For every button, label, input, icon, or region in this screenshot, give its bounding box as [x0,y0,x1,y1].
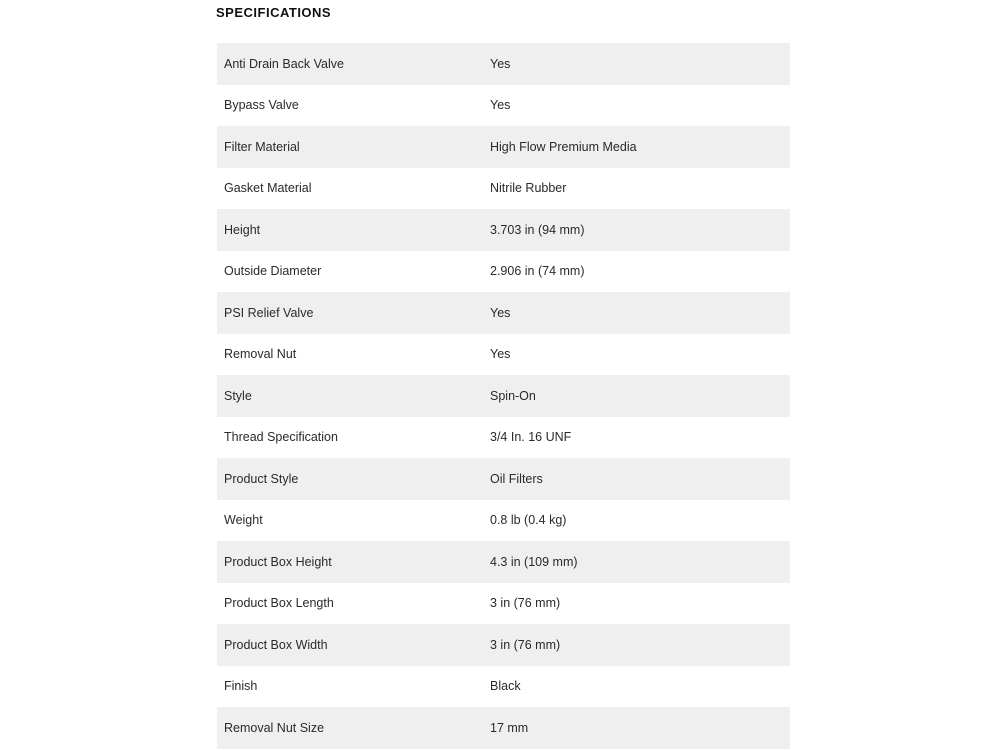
spec-row-product-box-length [217,583,790,625]
spec-row-removal-nut-size [217,707,790,749]
spec-value: 3 in (76 mm) [490,637,561,652]
spec-row-thread-specification [217,417,790,459]
spec-value: High Flow Premium Media [490,139,637,154]
spec-value: Yes [490,305,511,320]
spec-row-height [217,209,790,251]
spec-label: PSI Relief Valve [224,305,314,320]
spec-value: Black [490,679,521,694]
spec-label: Weight [224,513,263,528]
spec-label: Product Style [224,471,299,486]
specifications-heading: SPECIFICATIONS [216,5,332,20]
spec-row-anti-drain-back-valve [217,43,790,85]
spec-label: Product Box Length [224,596,334,611]
spec-label: Thread Specification [224,430,338,445]
spec-row-outside-diameter [217,251,790,293]
spec-label: Height [224,222,261,237]
spec-row-psi-relief-valve [217,292,790,334]
spec-row-product-style [217,458,790,500]
spec-label: Anti Drain Back Valve [224,56,344,71]
spec-value: 3/4 In. 16 UNF [490,430,572,445]
spec-label: Removal Nut [224,347,297,362]
spec-value: Yes [490,347,511,362]
spec-value: 3.703 in (94 mm) [490,222,585,237]
spec-value: 2.906 in (74 mm) [490,264,585,279]
spec-row-weight [217,500,790,542]
spec-label: Finish [224,679,258,694]
spec-value: 17 mm [490,720,529,735]
spec-row-gasket-material [217,168,790,210]
spec-label: Filter Material [224,139,300,154]
spec-label: Gasket Material [224,181,312,196]
spec-value: Yes [490,56,511,71]
spec-row-removal-nut [217,334,790,376]
spec-label: Outside Diameter [224,264,322,279]
spec-row-style [217,375,790,417]
spec-label: Product Box Width [224,637,328,652]
specifications-table-body [217,43,790,749]
spec-value: Nitrile Rubber [490,181,567,196]
spec-label: Removal Nut Size [224,720,325,735]
spec-value: 0.8 lb (0.4 kg) [490,513,567,528]
spec-label: Style [224,388,252,403]
spec-value: Yes [490,98,511,113]
spec-row-product-box-height [217,541,790,583]
specifications-table [217,43,790,749]
spec-row-product-box-width [217,624,790,666]
spec-row-filter-material [217,126,790,168]
spec-label: Bypass Valve [224,98,299,113]
spec-value: Spin-On [490,388,536,403]
spec-label: Product Box Height [224,554,332,569]
spec-value: 4.3 in (109 mm) [490,554,578,569]
spec-row-bypass-valve [217,85,790,127]
spec-value: Oil Filters [490,471,543,486]
spec-value: 3 in (76 mm) [490,596,561,611]
spec-row-finish [217,666,790,708]
